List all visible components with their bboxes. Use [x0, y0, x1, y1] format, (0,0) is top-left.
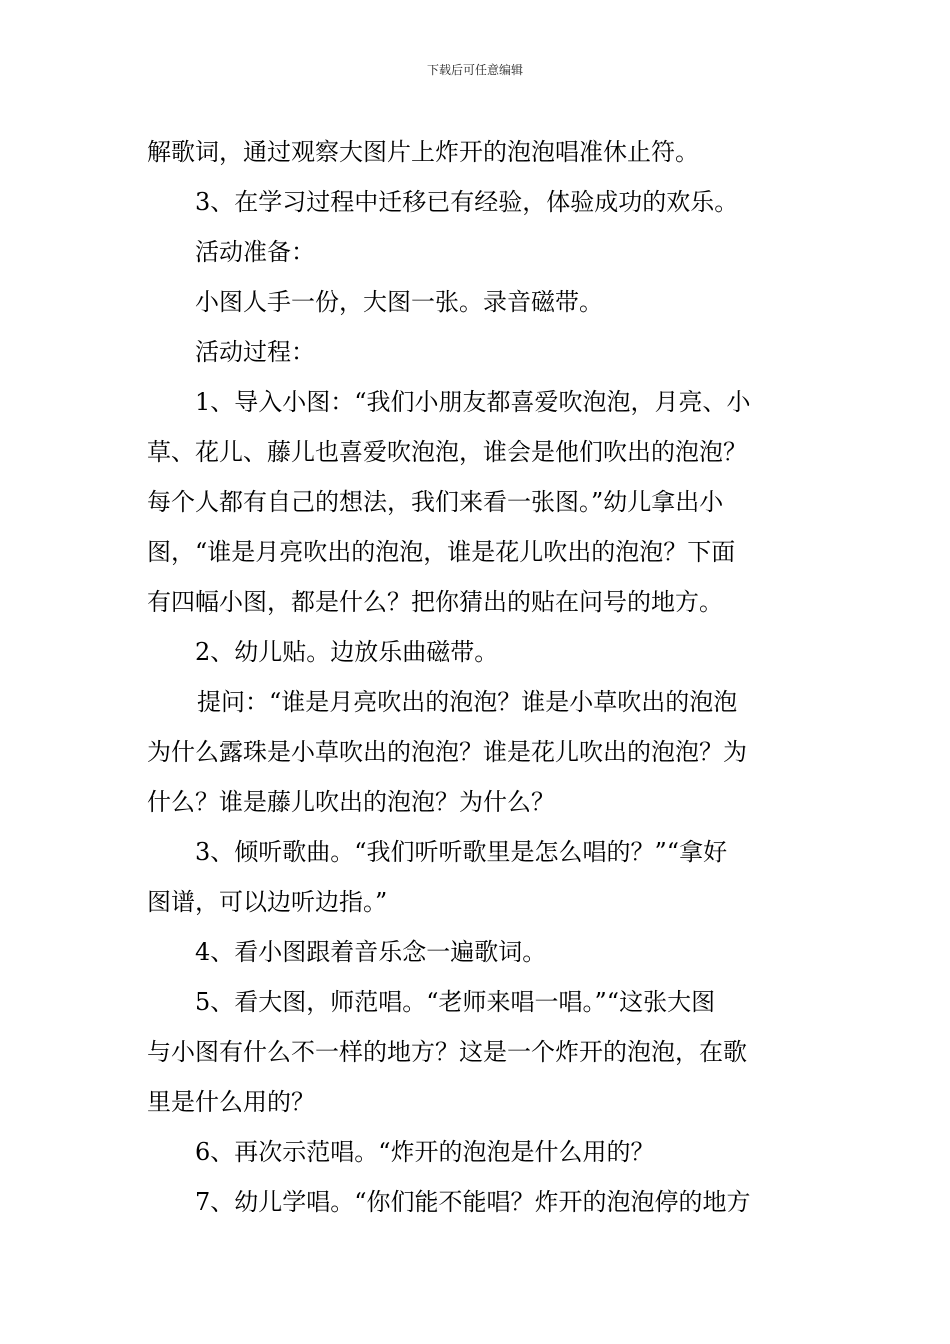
paragraph-line: 6、再次示范唱。“炸开的泡泡是什么用的？ [195, 1138, 655, 1166]
paragraph-line: 2、幼儿贴。边放乐曲磁带。 [195, 638, 499, 666]
paragraph-line: 3、在学习过程中迁移已有经验，体验成功的欢乐。 [195, 188, 739, 216]
paragraph-line: 为什么露珠是小草吹出的泡泡？谁是花儿吹出的泡泡？为 [147, 738, 747, 766]
paragraph-line: 每个人都有自己的想法，我们来看一张图。”幼儿拿出小 [147, 488, 724, 516]
paragraph-line: 7、幼儿学唱。“你们能不能唱？炸开的泡泡停的地方 [195, 1188, 751, 1216]
section-heading: 活动过程： [195, 338, 315, 366]
paragraph-line: 图谱，可以边听边指。” [147, 888, 388, 916]
paragraph-line: 小图人手一份，大图一张。录音磁带。 [195, 288, 603, 316]
page-header: 下载后可任意编辑 [426, 63, 523, 77]
paragraph-line: 与小图有什么不一样的地方？这是一个炸开的泡泡，在歌 [147, 1038, 747, 1066]
paragraph-line: 图，“谁是月亮吹出的泡泡，谁是花儿吹出的泡泡？下面 [147, 538, 736, 566]
paragraph-line: 里是什么用的？ [147, 1088, 315, 1116]
paragraph-line: 解歌词，通过观察大图片上炸开的泡泡唱准休止符。 [147, 138, 699, 166]
paragraph-line: 5、看大图，师范唱。“老师来唱一唱。”“这张大图 [195, 988, 716, 1016]
section-heading: 活动准备： [195, 238, 315, 266]
paragraph-line: 什么？谁是藤儿吹出的泡泡？为什么？ [147, 788, 555, 816]
paragraph-line: 3、倾听歌曲。“我们听听歌里是怎么唱的？”“拿好 [195, 838, 728, 866]
paragraph-line: 4、看小图跟着音乐念一遍歌词。 [195, 938, 547, 966]
paragraph-line: 有四幅小图，都是什么？把你猜出的贴在问号的地方。 [147, 588, 723, 616]
paragraph-line: 草、花儿、藤儿也喜爱吹泡泡，谁会是他们吹出的泡泡？ [147, 438, 747, 466]
paragraph-line: 提问：“谁是月亮吹出的泡泡？谁是小草吹出的泡泡 [197, 688, 738, 716]
document-body [147, 127, 807, 1227]
paragraph-line: 1、导入小图：“我们小朋友都喜爱吹泡泡，月亮、小 [195, 388, 751, 416]
